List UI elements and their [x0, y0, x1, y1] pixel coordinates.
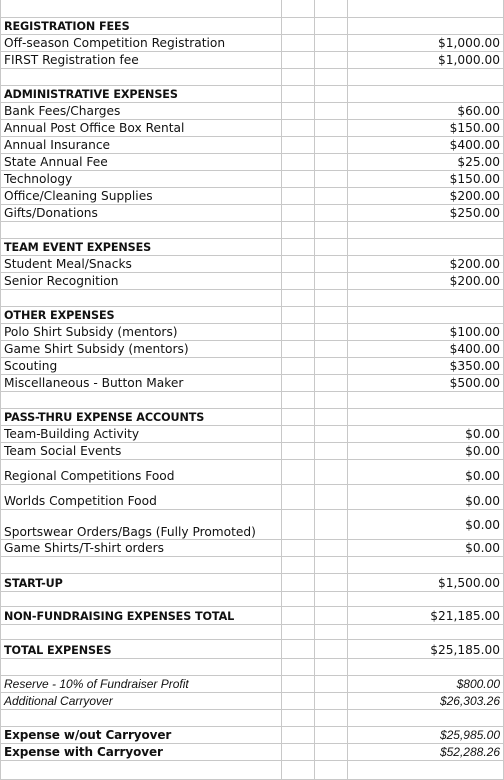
expense-row: [0, 205, 504, 222]
expense-row: [0, 256, 504, 273]
expense-row: [0, 273, 504, 290]
row-label: PASS-THRU EXPENSE ACCOUNTS: [4, 411, 205, 424]
row-label: TOTAL EXPENSES: [4, 644, 112, 657]
row-label: NON-FUNDRAISING EXPENSES TOTAL: [4, 610, 235, 623]
expense-row: [0, 35, 504, 52]
expense-row: [0, 375, 504, 392]
spacer-row: [0, 592, 504, 607]
row-label: Polo Shirt Subsidy (mentors): [4, 325, 178, 339]
row-label: Miscellaneous - Button Maker: [4, 376, 184, 390]
row-label: Bank Fees/Charges: [4, 104, 121, 118]
row-amount: $100.00: [449, 325, 500, 339]
row-amount: $25.00: [457, 155, 500, 169]
expense-row: [0, 443, 504, 460]
row-label: Off-season Competition Registration: [4, 36, 226, 50]
row-amount: $1,000.00: [437, 53, 500, 67]
row-amount: $0.00: [465, 494, 500, 508]
expense-row: [0, 426, 504, 443]
spacer-row: [0, 69, 504, 86]
row-amount: $400.00: [449, 138, 500, 152]
row-amount: $0.00: [465, 427, 500, 441]
row-amount: $200.00: [449, 189, 500, 203]
expense-row: [0, 510, 504, 540]
row-label: REGISTRATION FEES: [4, 20, 130, 33]
expense-row: [0, 120, 504, 137]
expense-row: [0, 358, 504, 375]
total-row: [0, 640, 504, 659]
expense-row: [0, 324, 504, 341]
expense-row: [0, 460, 504, 485]
row-label: Team-Building Activity: [4, 427, 140, 441]
row-amount: $150.00: [449, 121, 500, 135]
row-amount: $150.00: [449, 172, 500, 186]
expense-row: [0, 540, 504, 557]
row-label: Sportswear Orders/Bags (Fully Promoted): [4, 525, 256, 539]
row-label: Scouting: [4, 359, 58, 373]
row-label: State Annual Fee: [4, 155, 108, 169]
spacer-row: [0, 625, 504, 640]
row-label: Annual Insurance: [4, 138, 111, 152]
spacer-row: [0, 761, 504, 780]
row-label: Senior Recognition: [4, 274, 119, 288]
row-amount: $0.00: [465, 518, 500, 532]
expense-row: [0, 137, 504, 154]
row-label: TEAM EVENT EXPENSES: [4, 241, 152, 254]
row-label: Technology: [4, 172, 73, 186]
total-row: [0, 574, 504, 592]
row-label: Game Shirt Subsidy (mentors): [4, 342, 189, 356]
row-amount: $250.00: [449, 206, 500, 220]
row-label: ADMINISTRATIVE EXPENSES: [4, 88, 178, 101]
section-header-row: [0, 239, 504, 256]
row-label: START-UP: [4, 577, 63, 590]
expense-row: [0, 188, 504, 205]
row-amount: $26,303.26: [439, 694, 500, 708]
row-label: Annual Post Office Box Rental: [4, 121, 185, 135]
summary-row: [0, 744, 504, 761]
row-label: Worlds Competition Food: [4, 494, 157, 508]
row-amount: $25,985.00: [439, 728, 500, 742]
row-label: FIRST Registration fee: [4, 53, 139, 67]
section-header-row: [0, 86, 504, 103]
carryover-row: [0, 693, 504, 710]
row-amount: $52,288.26: [439, 745, 500, 759]
spacer-row: [0, 290, 504, 307]
row-label: OTHER EXPENSES: [4, 309, 115, 322]
row-amount: $200.00: [449, 257, 500, 271]
row-label: Expense w/out Carryover: [4, 728, 172, 742]
row-amount: $21,185.00: [430, 609, 500, 623]
row-amount: $0.00: [465, 469, 500, 483]
spacer-row: [0, 0, 504, 18]
row-label: Expense with Carryover: [4, 745, 163, 759]
row-label: Regional Competitions Food: [4, 469, 175, 483]
reserve-row: [0, 676, 504, 693]
expense-row: [0, 103, 504, 120]
spacer-row: [0, 557, 504, 574]
spacer-row: [0, 710, 504, 727]
summary-row: [0, 727, 504, 744]
row-amount: $1,500.00: [437, 576, 500, 590]
expense-row: [0, 171, 504, 188]
expense-row: [0, 52, 504, 69]
row-label: Office/Cleaning Supplies: [4, 189, 153, 203]
expense-row: [0, 341, 504, 358]
spacer-row: [0, 392, 504, 409]
row-amount: $1,000.00: [437, 36, 500, 50]
row-amount: $800.00: [456, 677, 500, 691]
row-amount: $60.00: [457, 104, 500, 118]
section-header-row: [0, 307, 504, 324]
row-amount: $0.00: [465, 541, 500, 555]
total-row: [0, 607, 504, 625]
row-amount: $200.00: [449, 274, 500, 288]
section-header-row: [0, 409, 504, 426]
spacer-row: [0, 659, 504, 676]
spacer-row: [0, 222, 504, 239]
row-label: Team Social Events: [4, 444, 122, 458]
row-label: Student Meal/Snacks: [4, 257, 132, 271]
row-label: Additional Carryover: [4, 694, 113, 708]
row-label: Game Shirts/T-shirt orders: [4, 541, 164, 555]
row-amount: $350.00: [449, 359, 500, 373]
row-amount: $0.00: [465, 444, 500, 458]
section-header-row: [0, 18, 504, 35]
row-label: Reserve - 10% of Fundraiser Profit: [4, 677, 189, 691]
row-amount: $25,185.00: [430, 643, 500, 657]
expense-row: [0, 485, 504, 510]
row-amount: $400.00: [449, 342, 500, 356]
row-amount: $500.00: [449, 376, 500, 390]
row-label: Gifts/Donations: [4, 206, 98, 220]
expense-row: [0, 154, 504, 171]
